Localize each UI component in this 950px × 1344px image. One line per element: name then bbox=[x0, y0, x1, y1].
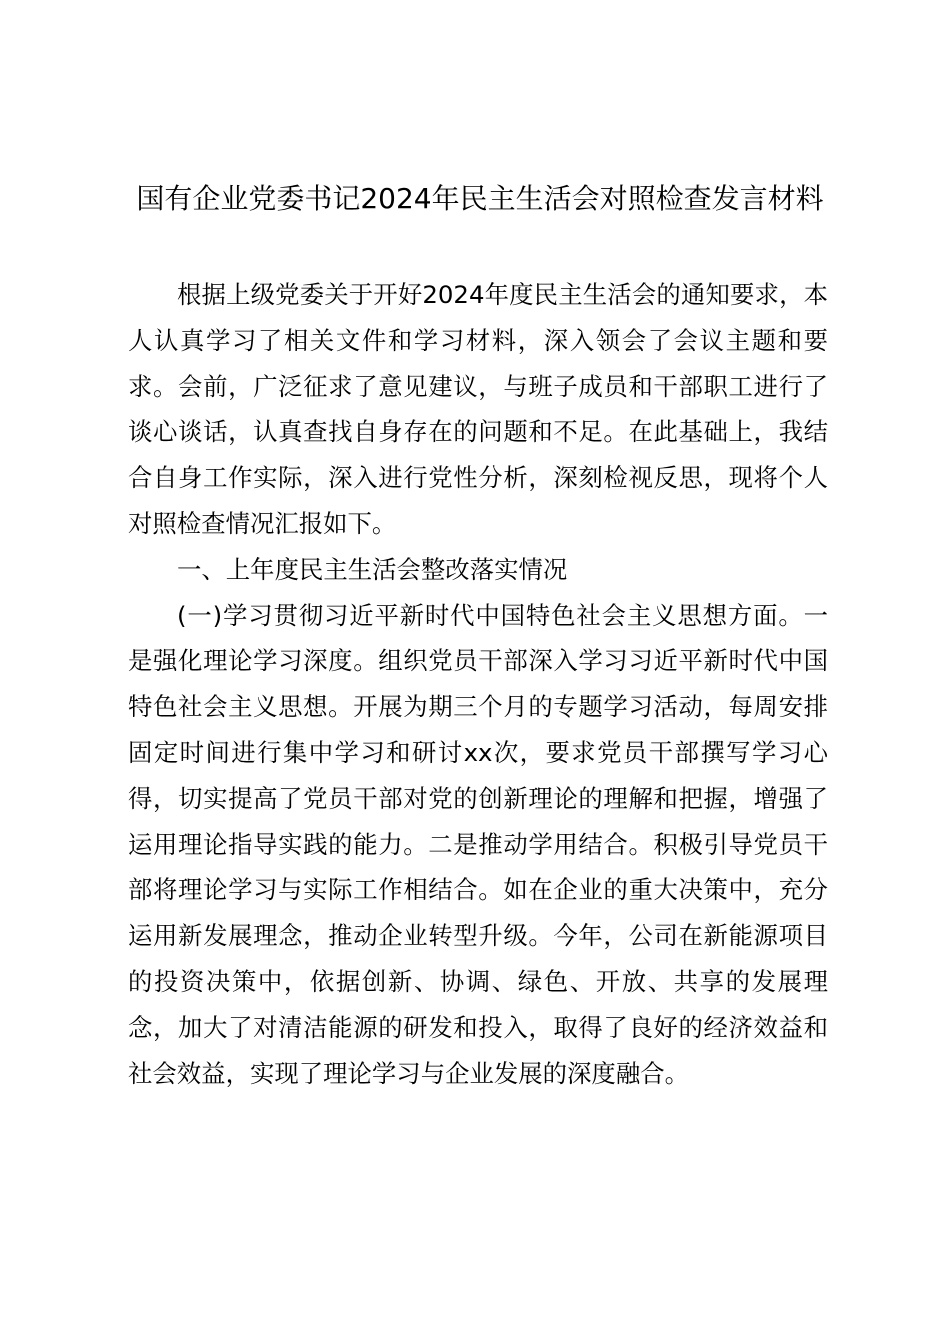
document-body bbox=[128, 272, 828, 1096]
paragraph-intro: 根据上级党委关于开好2024年度民主生活会的通知要求，本人认真学习了相关文件和学习材料，深入领会了会议主题和要求。会前，广泛征求了意见建议，与班子成员和干部职工进行了谈心谈话，认真查找自身存在的问题和不足。在此基础上，我结合自身工作实际，深入进行党性分析，深刻检视反思，现将个人对照检查情况汇报如下。 bbox=[128, 280, 828, 538]
section-heading: 一、上年度民主生活会整改落实情况 bbox=[177, 554, 568, 584]
paragraph-study: (一)学习贯彻习近平新时代中国特色社会主义思想方面。一是强化理论学习深度。组织党员干部深入学习习近平新时代中国特色社会主义思想。开展为期三个月的专题学习活动，每周安排固定时间进行集中学习和研讨xx次，要求党员干部撰写学习心得，切实提高了党员干部对党的创新理论的理解和把握，增强了运用理论指导实践的能力。二是推动学用结合。积极引导党员干部将理论学习与实际工作相结合。如在企业的重大决策中，充分运用新发展理念，推动企业转型升级。今年，公司在新能源项目的投资决策中，依据创新、协调、绿色、开放、共享的发展理念，加大了对清洁能源的研发和投入，取得了良好的经济效益和社会效益，实现了理论学习与企业发展的深度融合。 bbox=[128, 600, 828, 1088]
document-title: 国有企业党委书记2024年民主生活会对照检查发言材料 bbox=[136, 182, 824, 215]
